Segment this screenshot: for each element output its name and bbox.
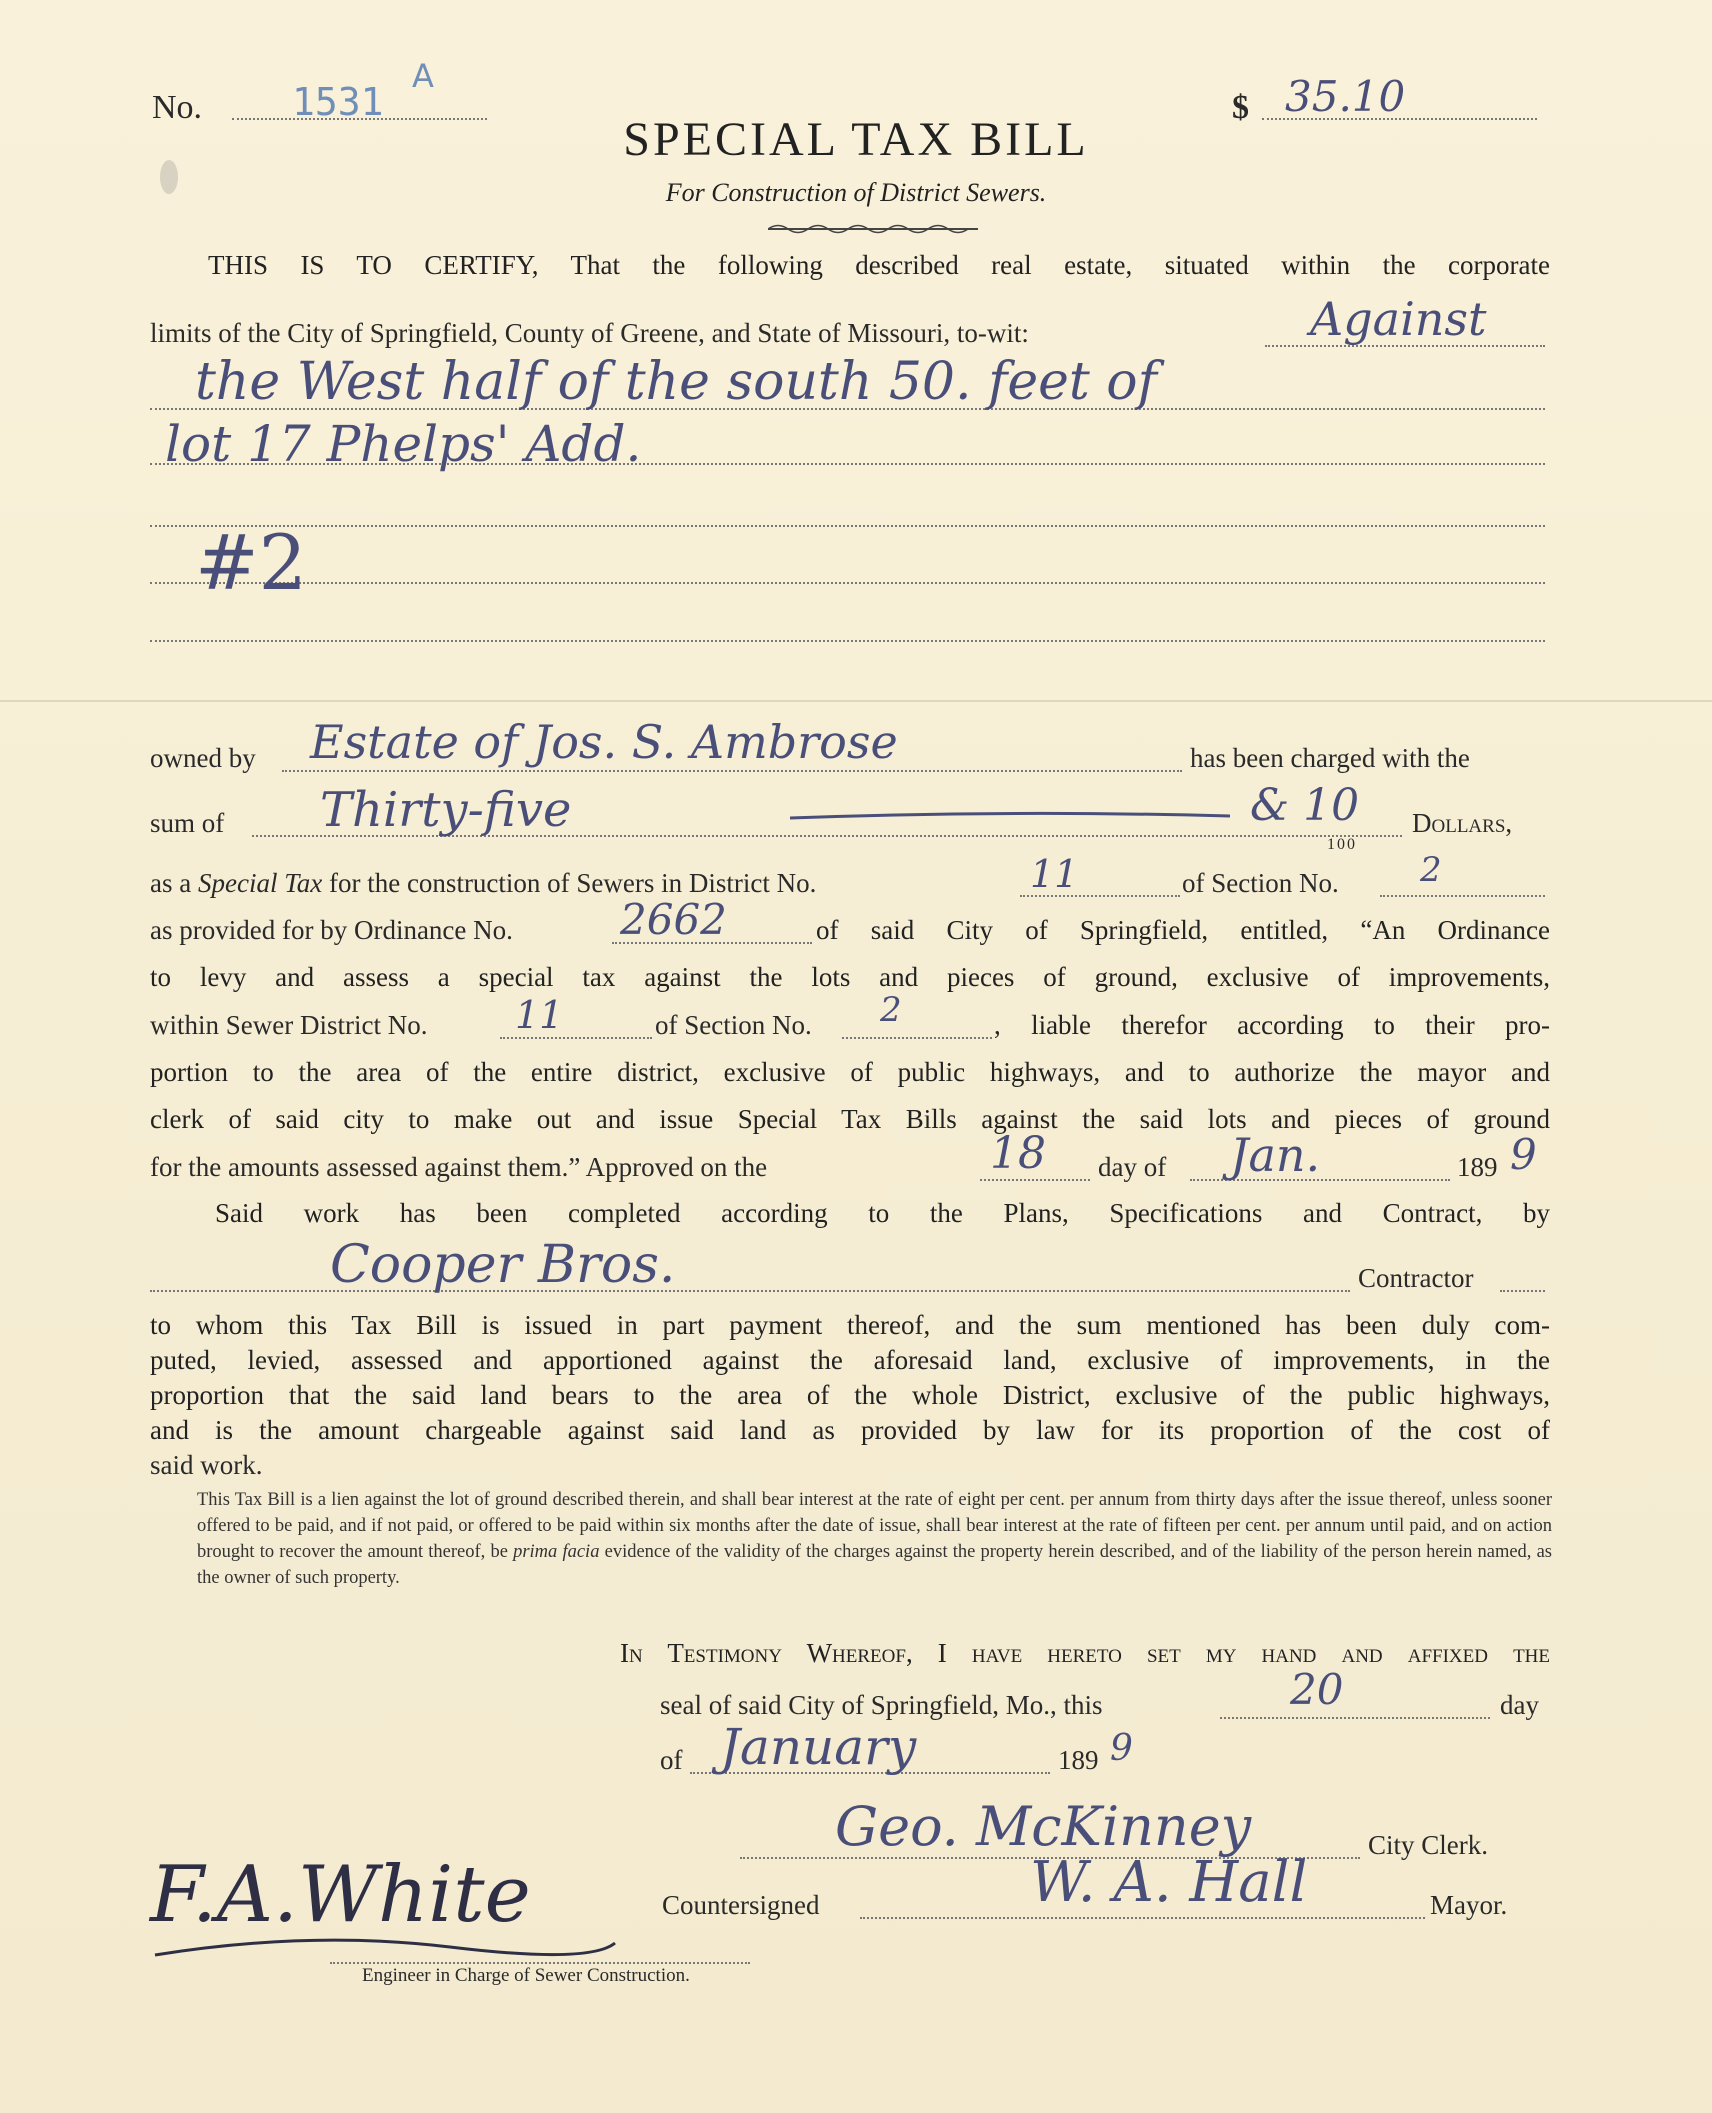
owner-handwritten: Estate of Jos. S. Ambrose — [310, 715, 898, 769]
district-handwritten: 11 — [1030, 852, 1079, 896]
approved-day-line — [980, 1179, 1090, 1181]
portion-line: portion to the area of the entire district, exclusive of public highways, and to authorize the mayor and — [150, 1057, 1550, 1087]
mayor-label: Mayor. — [1430, 1890, 1508, 1920]
ordinance-handwritten: 2662 — [620, 895, 727, 944]
description-line-3 — [150, 525, 1545, 527]
contractor-handwritten: Cooper Bros. — [330, 1235, 676, 1295]
engineer-signature-underline — [150, 1925, 620, 1965]
month-handwritten: January — [720, 1718, 917, 1776]
mayor-signature-line — [860, 1917, 1425, 1919]
special-tax-a: as a — [150, 868, 192, 898]
description-handwritten-4: #2 — [195, 518, 308, 607]
description-line-5 — [150, 640, 1545, 642]
amounts-text: for the amounts assessed against them.” Approved on the — [150, 1152, 768, 1182]
special-tax-b: for the construction of Sewers in District No. — [328, 868, 817, 898]
whom-line: to whom this Tax Bill is issued in part payment thereof, and the sum mentioned has been duly com- — [150, 1310, 1550, 1340]
puted-line: puted, levied, assessed and apportioned against the aforesaid land, exclusive of improvements, in the — [150, 1345, 1550, 1375]
hundred-denominator: 100 — [1327, 836, 1357, 853]
testimony-year-prefix: 189 — [1058, 1745, 1099, 1775]
page-title: SPECIAL TAX BILL — [623, 113, 1089, 166]
fine-print-paragraph — [197, 1487, 1552, 1591]
bill-number-suffix: A — [412, 57, 434, 95]
sum-handwritten: Thirty-five — [320, 782, 572, 838]
engineer-label: Engineer in Charge of Sewer Construction. — [362, 1965, 690, 1986]
contractor-label: Contractor — [1358, 1263, 1474, 1293]
within-section-label: of Section No. — [655, 1010, 812, 1040]
seal-day-line — [1220, 1717, 1490, 1719]
mayor-signature: W. A. Hall — [1030, 1850, 1308, 1915]
number-label: No. — [152, 89, 203, 126]
approved-year-prefix: 189 — [1457, 1152, 1498, 1182]
levy-line: to levy and assess a special tax against the lots and pieces of ground, exclusive of improvements, — [150, 962, 1550, 992]
seal-day-handwritten: 20 — [1290, 1665, 1344, 1714]
special-tax-line — [150, 868, 816, 898]
fold-line — [0, 700, 1712, 702]
certify-line: THIS IS TO CERTIFY, That the following described real estate, situated within the corporate — [208, 250, 1550, 280]
section-line — [1380, 895, 1545, 897]
testimony-year-handwritten: 9 — [1110, 1728, 1133, 1769]
clerk-signature: Geo. McKinney — [835, 1795, 1252, 1858]
countersigned-label: Countersigned — [662, 1890, 820, 1920]
ordinance-text: of said City of Springfield, entitled, “An Ordinance — [816, 915, 1550, 945]
owner-line — [282, 770, 1182, 772]
charged-text: has been charged with the — [1190, 743, 1470, 773]
engineer-signature: F.A.White — [150, 1850, 531, 1940]
day-of-label: day of — [1098, 1152, 1167, 1182]
sum-of-label: sum of — [150, 808, 225, 838]
amount-handwritten: 35.10 — [1285, 72, 1406, 121]
city-clerk-label: City Clerk. — [1368, 1830, 1488, 1860]
approved-month-handwritten: Jan. — [1230, 1128, 1321, 1182]
within-section-line — [842, 1037, 992, 1039]
said-work-line: said work. — [150, 1450, 263, 1480]
description-handwritten-2: the West half of the south 50. feet of — [195, 352, 1157, 412]
engineer-line — [330, 1962, 750, 1964]
special-tax-italic: Special Tax — [197, 868, 323, 898]
seal-text: seal of said City of Springfield, Mo., this — [660, 1690, 1103, 1720]
owned-by-label: owned by — [150, 743, 256, 773]
limits-line: limits of the City of Springfield, County of Greene, and State of Missouri, to-wit: — [150, 318, 1029, 348]
approved-year-handwritten: 9 — [1510, 1130, 1537, 1179]
description-handwritten-1: Against — [1310, 292, 1487, 346]
ordinance-label: as provided for by Ordinance No. — [150, 915, 513, 945]
sum-dash-stroke — [790, 808, 1230, 828]
ornament-divider — [768, 222, 978, 236]
fine-print — [197, 1487, 1552, 1591]
chargeable-line: and is the amount chargeable against said land as provided by law for its proportion of the cost of — [150, 1415, 1550, 1445]
fine-print-b: evidence of the validity of the charges against the property herein described, and of the liability of the person herein named, as the owner of such property. — [197, 1542, 1553, 1588]
clerk-line: clerk of said city to make out and issue Special Tax Bills against the said lots and pieces of ground — [150, 1104, 1550, 1134]
of-label: of — [660, 1745, 683, 1775]
fine-print-a: This Tax Bill is a lien against the lot of ground described therein, and shall bear interest at the rate of eight per cent. per annum from thirty days after the issue thereof, unless sooner offered to be paid, and if not paid, or offered to be paid within six months after the date of issue, shall bear interest at the rate of fifteen per cent. per annum until paid, and on action brought to recover the amount thereof, be — [197, 1490, 1552, 1562]
within-label: within Sewer District No. — [150, 1010, 428, 1040]
fine-print-italic: prima facia — [513, 1542, 600, 1562]
page-subtitle: For Construction of District Sewers. — [665, 178, 1047, 207]
bill-number: 1531 — [292, 80, 384, 124]
proportion-line: proportion that the said land bears to the area of the whole District, exclusive of the public highways, — [150, 1380, 1550, 1410]
within-district-handwritten: 11 — [515, 993, 564, 1037]
section-handwritten: 2 — [1420, 850, 1442, 890]
testimony-line: In Testimony Whereof, I have hereto set my hand and affixed the — [620, 1638, 1550, 1668]
dollars-label: Dollars, — [1412, 808, 1513, 838]
day-label: day — [1500, 1690, 1539, 1720]
dollar-sign: $ — [1232, 89, 1249, 126]
cents-handwritten: & 10 — [1250, 780, 1360, 831]
within-section-handwritten: 2 — [880, 990, 902, 1030]
contractor-tail-line — [1500, 1290, 1545, 1292]
approved-day-handwritten: 18 — [990, 1128, 1046, 1179]
work-line: Said work has been completed according to the Plans, Specifications and Contract, by — [215, 1198, 1550, 1228]
within-text: , liable therefor according to their pro- — [994, 1010, 1550, 1040]
description-line-4 — [150, 582, 1545, 584]
of-section-label: of Section No. — [1182, 868, 1339, 898]
description-handwritten-3: lot 17 Phelps' Add. — [165, 415, 642, 473]
within-district-line — [500, 1037, 652, 1039]
